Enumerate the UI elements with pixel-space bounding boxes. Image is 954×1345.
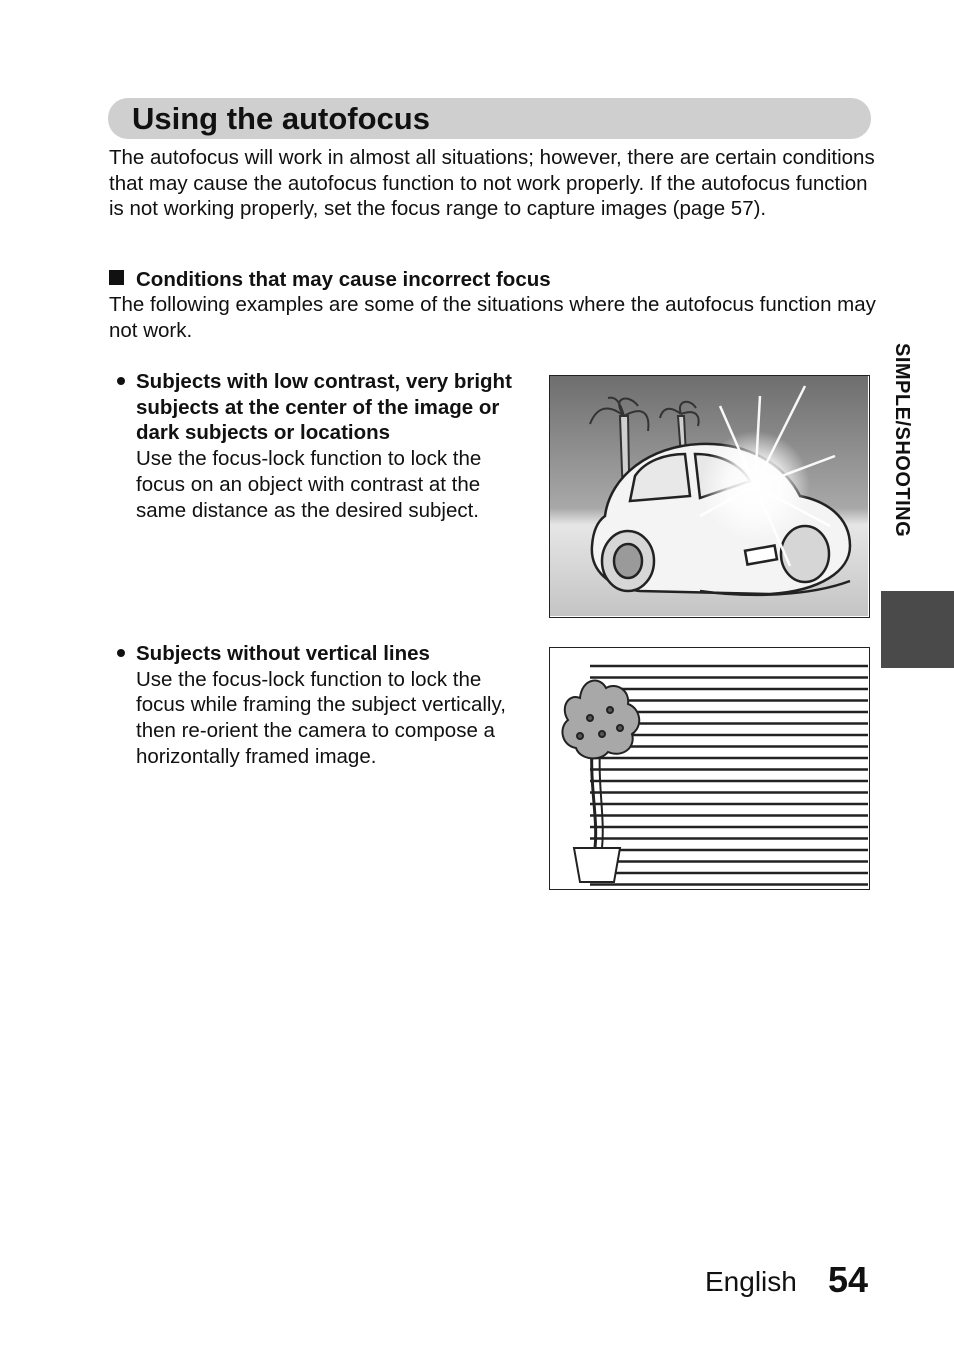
bullet-text: Use the focus-lock function to lock the focus on an object with contrast at the same distance as the desired subject. xyxy=(136,447,482,522)
intro-paragraph: The autofocus will work in almost all situations; however, there are certain conditions that may cause the autofocus function to not work properly. If the autofocus function is not working properly, set the focus range to capture images (page 57). xyxy=(109,146,875,221)
section-body: The following examples are some of the situations where the autofocus function may not work. xyxy=(109,293,876,342)
bullet-title: Subjects with low contrast, very bright subjects at the center of the image or dark subjects or locations xyxy=(136,370,512,445)
title-bar xyxy=(108,98,871,139)
bullet-dot-icon xyxy=(117,649,125,657)
bullet-no-vertical-lines xyxy=(136,641,531,770)
page-title: Using the autofocus xyxy=(132,101,430,136)
section-heading-text: Conditions that may cause incorrect focus xyxy=(136,268,551,291)
blinds-plant-illustration xyxy=(549,647,870,890)
bullet-low-contrast xyxy=(136,369,531,523)
footer-language: English xyxy=(705,1266,797,1297)
side-tab-marker xyxy=(881,591,954,668)
side-tab-label: SIMPLE/SHOOTING xyxy=(891,343,913,538)
page-number: 54 xyxy=(828,1259,869,1300)
section-heading xyxy=(109,267,551,293)
bullet-text: Use the focus-lock function to lock the focus while framing the subject vertically, then re-orient the camera to compose a horizontally framed image. xyxy=(136,667,506,768)
bullet-title: Subjects without vertical lines xyxy=(136,642,430,665)
car-glare-illustration xyxy=(549,375,870,618)
square-bullet-icon xyxy=(109,270,124,285)
bullet-dot-icon xyxy=(117,377,125,385)
